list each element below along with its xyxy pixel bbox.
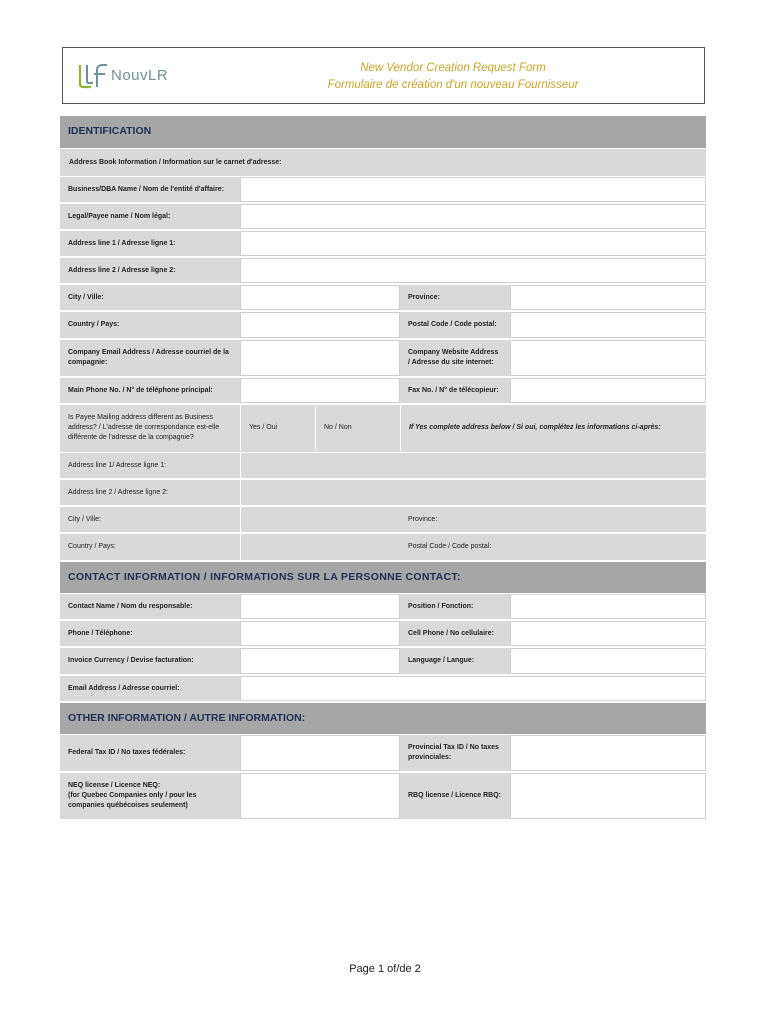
row-contact-name xyxy=(60,594,706,621)
website-field[interactable] xyxy=(510,340,706,376)
mailing-postal-label: Postal Code / Code postal: xyxy=(400,534,510,560)
business-name-label: Business/DBA Name / Nom de l'entité d'affaire: xyxy=(60,177,240,202)
row-tax-ids xyxy=(60,735,706,773)
row-licenses xyxy=(60,773,706,821)
address2-field[interactable] xyxy=(240,258,706,283)
row-country-postal xyxy=(60,312,706,340)
company-logo xyxy=(77,62,177,92)
mailing-country-label: Country / Pays: xyxy=(60,534,240,560)
row-address1 xyxy=(60,231,706,258)
address2-label: Address line 2 / Adresse ligne 2: xyxy=(60,258,240,283)
mailing-instruction: If Yes complete address below / Si oui, complétez les informations ci-après: xyxy=(400,405,706,451)
main-phone-label: Main Phone No. / N° de téléphone principal: xyxy=(60,378,240,403)
postal-code-label: Postal Code / Code postal: xyxy=(400,312,510,338)
title-french: Formulaire de création d'un nouveau Fournisseur xyxy=(327,79,579,91)
mailing-province-field[interactable] xyxy=(510,507,706,532)
language-field[interactable] xyxy=(510,648,706,674)
legal-name-label: Legal/Payee name / Nom légal: xyxy=(60,204,240,229)
contact-email-field[interactable] xyxy=(240,676,706,701)
country-field[interactable] xyxy=(240,312,400,338)
row-mailing-address2 xyxy=(60,480,706,507)
row-business-name xyxy=(60,177,706,204)
row-mailing-question xyxy=(60,405,706,453)
row-email-website xyxy=(60,340,706,378)
row-legal-name xyxy=(60,204,706,231)
position-field[interactable] xyxy=(510,594,706,619)
form-header xyxy=(62,47,705,104)
row-mailing-country xyxy=(60,534,706,562)
currency-field[interactable] xyxy=(240,648,400,674)
province-label: Province: xyxy=(400,285,510,310)
section-contact: CONTACT INFORMATION / INFORMATIONS SUR LA PERSONNE CONTACT: xyxy=(60,562,706,594)
postal-code-field[interactable] xyxy=(510,312,706,338)
mailing-city-label: City / Ville: xyxy=(60,507,240,532)
website-label: Company Website Address / Adresse du site internet: xyxy=(400,340,510,376)
contact-phone-field[interactable] xyxy=(240,621,400,646)
federal-tax-field[interactable] xyxy=(240,735,400,771)
fax-field[interactable] xyxy=(510,378,706,403)
federal-tax-label: Federal Tax ID / No taxes fédérales: xyxy=(60,735,240,771)
row-mailing-city xyxy=(60,507,706,534)
row-currency-language xyxy=(60,648,706,676)
mailing-province-label: Province: xyxy=(400,507,510,532)
address-book-subheading: Address Book Information / Information sur le carnet d'adresse: xyxy=(60,149,706,177)
mailing-no-option[interactable]: No / Non xyxy=(315,405,400,451)
position-label: Position / Fonction: xyxy=(400,594,510,619)
mailing-postal-field[interactable] xyxy=(510,534,706,560)
rbq-license-field[interactable] xyxy=(510,773,706,819)
mailing-address1-label: Address line 1/ Adresse ligne 1: xyxy=(60,453,240,478)
city-label: City / Ville: xyxy=(60,285,240,310)
province-field[interactable] xyxy=(510,285,706,310)
mailing-city-field[interactable] xyxy=(240,507,400,532)
page-number: Page 1 of/de 2 xyxy=(349,963,421,975)
company-email-field[interactable] xyxy=(240,340,400,376)
fax-label: Fax No. / N° de télécopieur: xyxy=(400,378,510,403)
row-mailing-address1 xyxy=(60,453,706,480)
form-title xyxy=(243,60,663,94)
company-email-label: Company Email Address / Adresse courriel de la compagnie: xyxy=(60,340,240,376)
address1-field[interactable] xyxy=(240,231,706,256)
contact-name-label: Contact Name / Nom du responsable: xyxy=(60,594,240,619)
vendor-form xyxy=(60,116,706,821)
business-name-field[interactable] xyxy=(240,177,706,202)
section-identification: IDENTIFICATION xyxy=(60,116,706,149)
provincial-tax-field[interactable] xyxy=(510,735,706,771)
nouvlr-logo-icon xyxy=(77,62,111,90)
row-contact-email xyxy=(60,676,706,703)
contact-phone-label: Phone / Téléphone: xyxy=(60,621,240,646)
contact-email-label: Email Address / Adresse courriel: xyxy=(60,676,240,701)
currency-label: Invoice Currency / Devise facturation: xyxy=(60,648,240,674)
row-city-province xyxy=(60,285,706,312)
neq-license-label: NEQ license / Licence NEQ: (for Quebec Companies only / pour les companies québécoises seulement) xyxy=(60,773,240,819)
rbq-license-label: RBQ license / Licence RBQ: xyxy=(400,773,510,819)
cell-phone-label: Cell Phone / No cellulaire: xyxy=(400,621,510,646)
row-contact-phone xyxy=(60,621,706,648)
title-english: New Vendor Creation Request Form xyxy=(360,62,546,74)
section-other: OTHER INFORMATION / AUTRE INFORMATION: xyxy=(60,703,706,735)
mailing-country-field[interactable] xyxy=(240,534,400,560)
neq-license-field[interactable] xyxy=(240,773,400,819)
logo-text: NouvLR xyxy=(111,67,169,84)
language-label: Language / Langue: xyxy=(400,648,510,674)
mailing-address2-label: Address line 2 / Adresse ligne 2: xyxy=(60,480,240,505)
mailing-yes-option[interactable]: Yes / Oui xyxy=(240,405,315,451)
contact-name-field[interactable] xyxy=(240,594,400,619)
row-phone-fax xyxy=(60,378,706,405)
mailing-address2-field[interactable] xyxy=(240,480,706,505)
main-phone-field[interactable] xyxy=(240,378,400,403)
city-field[interactable] xyxy=(240,285,400,310)
row-address2 xyxy=(60,258,706,285)
provincial-tax-label: Provincial Tax ID / No taxes provinciales: xyxy=(400,735,510,771)
mailing-address1-field[interactable] xyxy=(240,453,706,478)
address1-label: Address line 1 / Adresse ligne 1: xyxy=(60,231,240,256)
mailing-question-label: Is Payee Mailing address different as Business address? / L'adresse de correspondance est-elle différente de l'adresse de la compagnie? xyxy=(60,405,240,451)
legal-name-field[interactable] xyxy=(240,204,706,229)
cell-phone-field[interactable] xyxy=(510,621,706,646)
country-label: Country / Pays: xyxy=(60,312,240,338)
